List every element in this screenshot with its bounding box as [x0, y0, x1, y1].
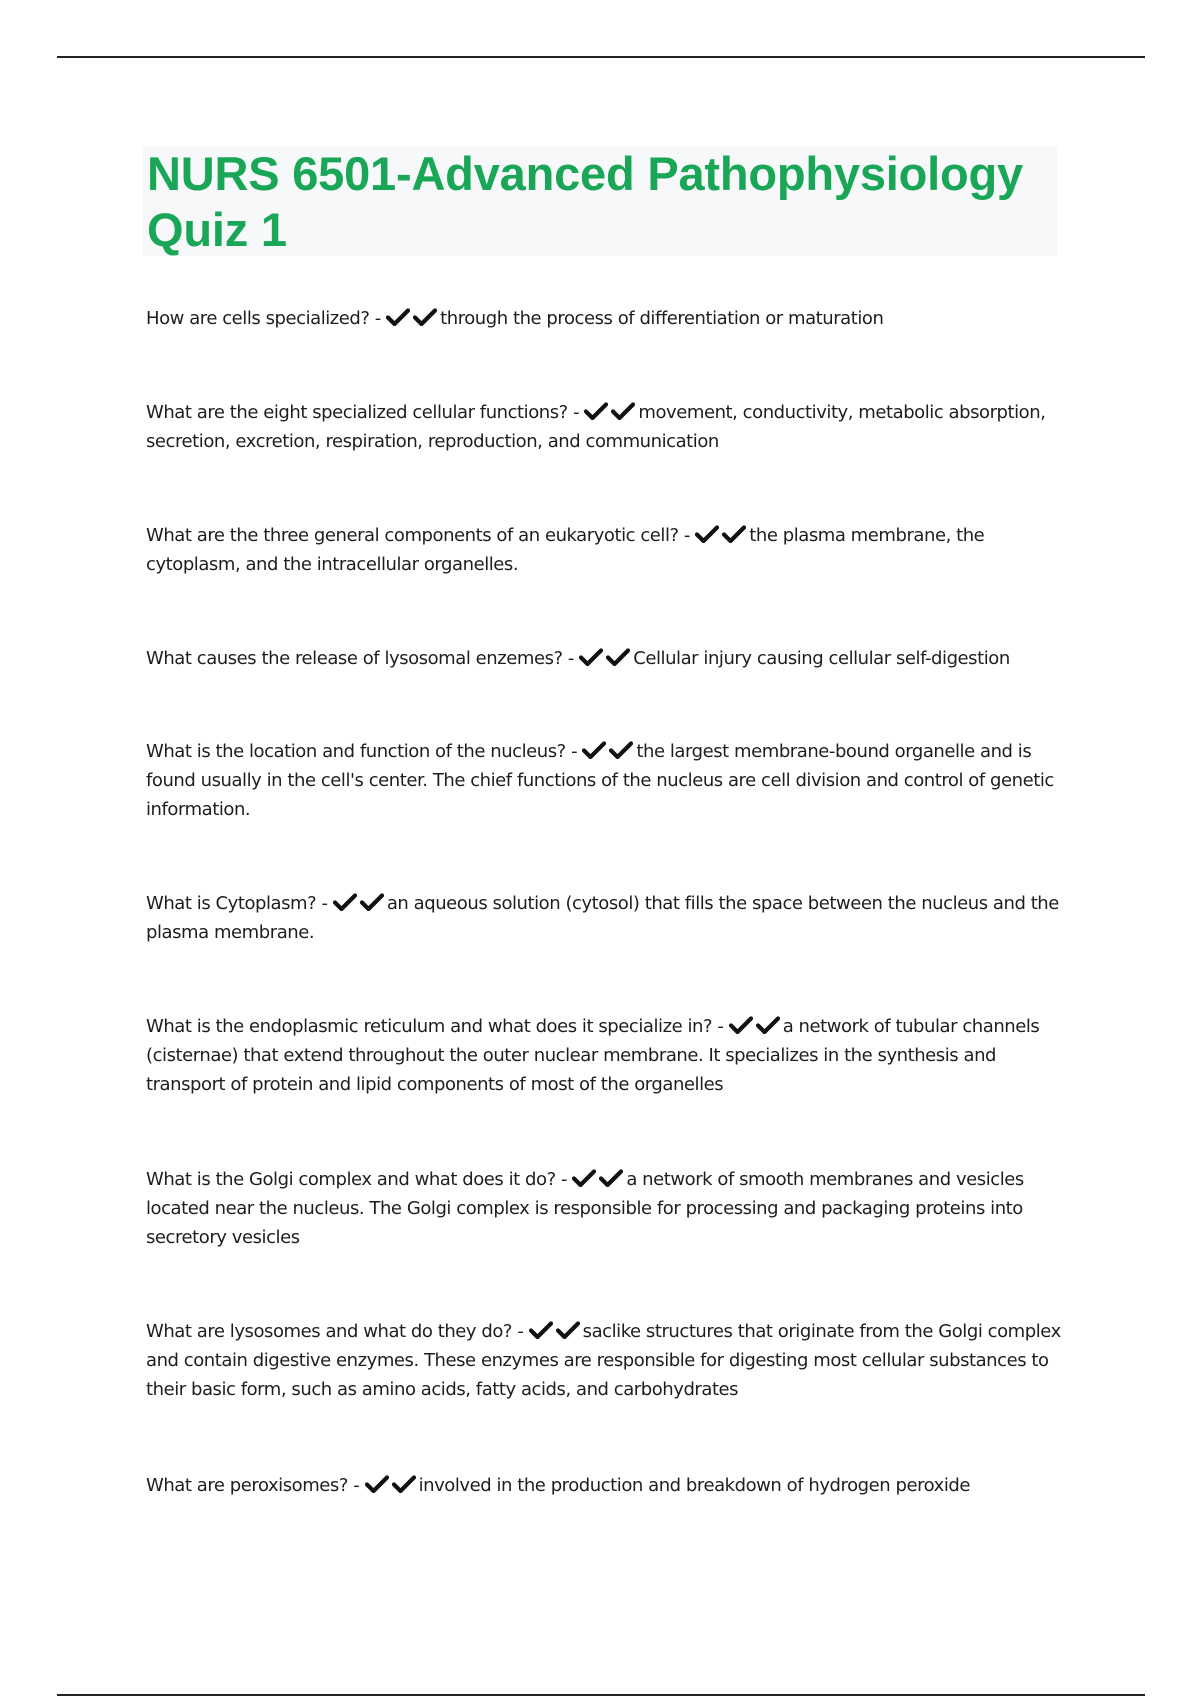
question-text: What are the eight specialized cellular functions?	[146, 402, 568, 423]
check-icon	[365, 1475, 389, 1493]
answer-text: involved in the production and breakdown of hydrogen peroxide	[418, 1475, 970, 1496]
qa-item-2	[146, 398, 1066, 456]
page-title: NURS 6501-Advanced Pathophysiology Quiz 1	[147, 147, 1023, 256]
question-text: What is the Golgi complex and what does it do?	[146, 1169, 556, 1190]
check-icon	[413, 308, 437, 326]
check-icon	[386, 308, 410, 326]
separator: -	[321, 893, 328, 914]
check-icon	[722, 525, 746, 543]
separator: -	[560, 1169, 568, 1190]
check-icon	[392, 1475, 416, 1493]
answer-text: saclike structures that originate from the Golgi complex and contain digestive enzymes. These enzymes are responsible for digesting most cellular substances to their basic form, such as amino acids, fatty acids, and carbohydrates	[146, 1321, 1061, 1400]
separator: -	[571, 741, 578, 762]
check-icon	[729, 1016, 753, 1034]
separator: -	[567, 648, 574, 669]
answer-text: a network of smooth membranes and vesicles located near the nucleus. The Golgi complex is responsible for processing and packaging proteins into secretory vesicles	[146, 1169, 1024, 1248]
check-icon	[556, 1321, 580, 1339]
qa-item-10	[146, 1471, 1066, 1500]
question-text: What is the endoplasmic reticulum and what does it specialize in?	[146, 1016, 713, 1037]
question-text: What are the three general components of an eukaryotic cell?	[146, 525, 679, 546]
check-icon	[606, 648, 630, 666]
check-icon	[599, 1169, 623, 1187]
answer-text: through the process of differentiation or maturation	[440, 308, 884, 329]
separator: -	[353, 1475, 360, 1496]
answer-text: a network of tubular channels (cisternae) that extend throughout the outer nuclear membrane. It specializes in the synthesis and transport of protein and lipid components of most of the organelles	[146, 1016, 1040, 1095]
qa-item-1	[146, 304, 1066, 333]
qa-item-5	[146, 737, 1066, 824]
check-icon	[579, 648, 603, 666]
check-icon	[611, 402, 635, 420]
answer-text: the largest membrane-bound organelle and is found usually in the cell's center. The chief functions of the nucleus are cell division and control of genetic information.	[146, 741, 1054, 820]
question-text: What are lysosomes and what do they do?	[146, 1321, 513, 1342]
check-icon	[609, 741, 633, 759]
check-icon	[584, 402, 608, 420]
question-text: How are cells specialized?	[146, 308, 370, 329]
separator: -	[517, 1321, 524, 1342]
question-text: What is the location and function of the nucleus?	[146, 741, 566, 762]
answer-text: movement, conductivity, metabolic absorption, secretion, excretion, respiration, reproduction, and communication	[146, 402, 1046, 452]
question-text: What causes the release of lysosomal enzemes?	[146, 648, 563, 669]
answer-text: an aqueous solution (cytosol) that fills the space between the nucleus and the plasma membrane.	[146, 893, 1059, 943]
answer-text: the plasma membrane, the cytoplasm, and the intracellular organelles.	[146, 525, 985, 575]
qa-item-9	[146, 1317, 1066, 1404]
answer-text: Cellular injury causing cellular self-digestion	[633, 648, 1010, 669]
check-icon	[756, 1016, 780, 1034]
separator: -	[717, 1016, 724, 1037]
check-icon	[333, 893, 357, 911]
check-icon	[582, 741, 606, 759]
separator: -	[374, 308, 381, 329]
page-bottom-rule	[57, 1694, 1145, 1696]
check-icon	[572, 1169, 596, 1187]
title-block	[143, 146, 1057, 256]
qa-item-4	[146, 644, 1066, 673]
separator: -	[573, 402, 580, 423]
check-icon	[529, 1321, 553, 1339]
qa-item-8	[146, 1165, 1066, 1252]
qa-item-7	[146, 1012, 1066, 1099]
separator: -	[683, 525, 690, 546]
qa-item-6	[146, 889, 1066, 947]
question-text: What are peroxisomes?	[146, 1475, 348, 1496]
check-icon	[360, 893, 384, 911]
qa-item-3	[146, 521, 1066, 579]
page-top-rule	[57, 56, 1145, 58]
check-icon	[695, 525, 719, 543]
question-text: What is Cytoplasm?	[146, 893, 317, 914]
